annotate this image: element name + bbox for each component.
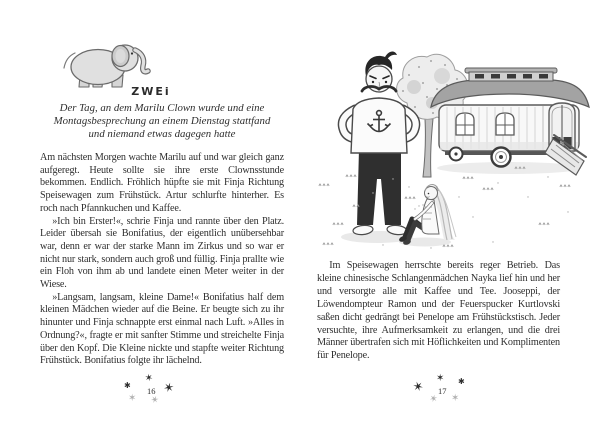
wagon-window xyxy=(456,113,474,135)
elephant-illustration xyxy=(62,42,152,89)
star-icon: ✱ xyxy=(458,377,465,386)
man-nose xyxy=(379,82,380,87)
star-icon: ✶ xyxy=(427,393,439,406)
elephant-eye xyxy=(131,52,133,54)
star-icon: ✶ xyxy=(161,379,176,398)
chapter-subtitle xyxy=(40,102,284,142)
star-icon: ✶ xyxy=(143,372,155,385)
star-icon: ✱ xyxy=(124,381,131,390)
paragraph: »Ich bin Erster!«, schrie Finja und rannte über den Platz. Leider übersah sie Bonifatius, der eigentlich unübersehbar war, denn er war der starke Mann im Zirkus und so war er nicht nur stark, sondern auch groß und füllig. Finja prallte wie ein Floh von ihm ab und landete einen Meter weiter in der Wiese. xyxy=(40,215,284,291)
page-number-ornament-left xyxy=(118,374,188,410)
man-pants xyxy=(357,149,401,225)
man-eye xyxy=(385,81,387,83)
foliage-patch xyxy=(434,68,450,84)
girl-sitting xyxy=(398,185,456,246)
page-number-ornament-right xyxy=(412,374,482,410)
man-eye xyxy=(372,81,374,83)
star-icon: ✶ xyxy=(128,393,137,404)
foliage-patch xyxy=(407,80,421,94)
wagon-window xyxy=(496,113,514,135)
scene-illustration xyxy=(313,27,590,259)
page-number-left: 16 xyxy=(147,386,156,396)
circus-wagon xyxy=(431,68,589,175)
right-page-text xyxy=(317,260,560,363)
tree-trunk xyxy=(423,119,433,177)
page-left xyxy=(40,40,284,415)
left-page-text xyxy=(40,152,284,368)
star-icon: ✶ xyxy=(410,378,426,397)
star-icon: ✶ xyxy=(148,393,161,408)
girl-eye xyxy=(428,193,430,195)
man-hair-tuft xyxy=(385,51,397,60)
chapter-number: ZWEi xyxy=(131,85,171,98)
subtitle-line: Der Tag, an dem Marilu Clown wurde und eine xyxy=(59,102,265,114)
paragraph: Am nächsten Morgen wachte Marilu auf und war gleich ganz aufgeregt. Heute sollte sie ihre erste Clownsstunde bekommen. Endlich. Fröhlich hüpfte sie mit Finja Richtung Speisewagen zum Frühstück. Artur schlurfte hinterher. Es roch nach Pfannkuchen und Kaffee. xyxy=(40,152,284,214)
wagon-wheel-small xyxy=(450,148,463,161)
subtitle-line: Montagsbesprechung an einem Dienstag stattfand xyxy=(53,115,271,128)
star-icon: ✶ xyxy=(451,393,460,404)
star-icon: ✶ xyxy=(436,373,445,384)
page-number-right: 17 xyxy=(438,386,447,396)
subtitle-line: und niemand etwas dagegen hatte xyxy=(88,128,236,141)
wagon-wheel-large xyxy=(492,148,511,167)
elephant-ear-inner xyxy=(116,49,126,63)
paragraph: »Langsam, langsam, kleine Dame!« Bonifatius half dem kleinen Mädchen wieder auf die Beine. Er beugte sich zu ihr hinunter und Finja schnappte erst einmal nach Luft. »Alles in Ordnung?«, fragte er mit sanfter Stimme und streichelte Finja über den Kopf. Die Kleine nickte und stapfte weiter Richtung Frühstück. Bonifatius folgte ihr lächelnd. xyxy=(40,291,284,367)
paragraph: Im Speisewagen herrschte bereits reger Betrieb. Das kleine chinesische Schlangenmädchen Nayka lief hin und her und versorgte alle mit Kaffee und Tee. Jooseppi, der Löwendompteur Ramon und der Feuerspucker Kurtlovski saßen dicht gedrängt bei Penelope am Frühstückstisch. Jeder versuchte, ihre Aufmerksamkeit zu erlangen, und die drei Männer übertrafen sich mit Höflichkeiten und Komplimenten für Penelope. xyxy=(317,260,560,362)
